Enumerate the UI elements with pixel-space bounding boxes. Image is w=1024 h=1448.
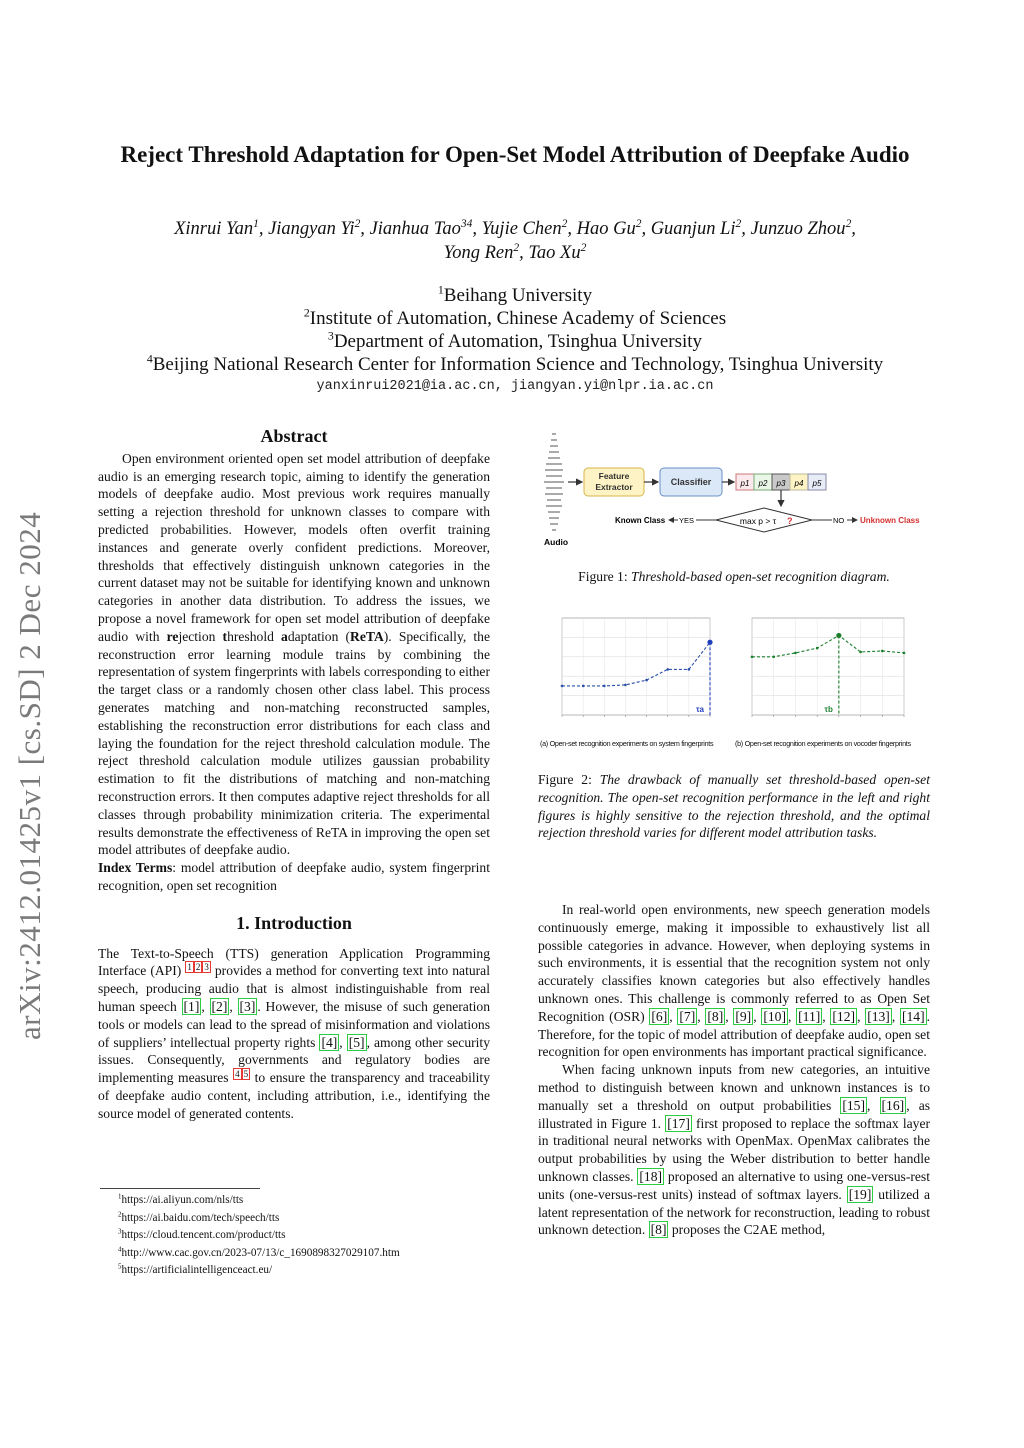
body-paragraph: When facing unknown inputs from new categories, an intuitive method to distinguish between known and unknown instances is to manually set a threshold on output probabilities [15] , [16] , as illustrated in Figure 1. [17] first proposed to replace the softmax layer in traditional neural networks with OpenMax. OpenMax calibrates the output probabilities by using the Weber distribution to better handle unknown classes. [18] proposed an alternative to using one-versus-rest units (one-versus-rest units) instead of softmax layers. [19] utilized a latent representation of the network for reconstruction, leading to robust unknown detection. [8] proposes the C2AE method, bbox=[538, 1062, 931, 1238]
citation-link[interactable]: [11] bbox=[798, 1008, 821, 1024]
abstract-text: Open environment oriented open set model attribution of deepfake audio is an emerging research topic, aiming to identify the generation models of deepfake audio. Most previous work requires manually setting a rejection threshold for unknown classes to compare with predicted probabilities. However, models often overfit training instances and generate overly confident predictions. Moreover, thresholds that effectively distinguish unknown categories in the current dataset may not be suitable for identifying known and unknown categories in another data distribution. To address the issues, we propose a novel framework for open set model attribution of deepfake audio with rejection threshold adaptation (ReTA). Specifically, the reconstruction error learning module trains by combining the representation of system fingerprints with labels corresponding to either the target class or a randomly chosen other class label. This process generates matching and non-matching reconstructed samples, establishing the reconstruction error distributions for each class and laying the foundation for the reject threshold calculation module. The reject threshold calculation module utilizes gaussian probability estimation to fit the distributions of matching and non-matching reconstruction errors. It then computes adaptive reject thresholds for all classes through probability minimization criteria. The experimental results demonstrate the effectiveness of ReTA in improving the open set model attributes of deepfake audio. bbox=[98, 450, 490, 858]
citation-link[interactable]: [13] bbox=[867, 1008, 890, 1024]
intro-heading: 1. Introduction bbox=[236, 912, 352, 933]
audio-waveform-icon bbox=[544, 434, 564, 530]
right-column bbox=[538, 901, 930, 1239]
citation-link[interactable]: [18] bbox=[639, 1168, 663, 1184]
citation-link[interactable]: [12] bbox=[832, 1008, 856, 1024]
author: Jiangyan Yi$^2$, bbox=[268, 217, 370, 239]
classifier-label: Classifier bbox=[670, 477, 712, 487]
prob-label: p3 bbox=[776, 479, 786, 488]
prob-label: p2 bbox=[758, 479, 768, 488]
citation-link[interactable]: [14] bbox=[901, 1008, 925, 1024]
feature-extractor-label: Feature bbox=[598, 471, 630, 481]
figure-1-caption: Figure 1: Threshold-based open-set recognition diagram. bbox=[578, 569, 890, 584]
yes-label: YES bbox=[679, 516, 695, 525]
arxiv-identifier: arXiv:2412.01425v1 [cs.SD] 2 Dec 2024 bbox=[12, 511, 47, 1040]
citation-link[interactable]: [19] bbox=[848, 1186, 872, 1202]
data-point bbox=[859, 651, 862, 654]
citation-link[interactable]: [7] bbox=[679, 1008, 696, 1024]
data-point bbox=[903, 652, 906, 655]
plot-frame bbox=[562, 618, 710, 715]
abstract-heading: Abstract bbox=[260, 426, 328, 446]
figure-2a-subcaption: (a) Open-set recognition experiments on system fingerprints bbox=[540, 739, 714, 748]
citation-link[interactable]: [2] bbox=[211, 998, 228, 1014]
author: Xinrui Yan$^1$, bbox=[174, 217, 269, 239]
decision-question: ? bbox=[787, 516, 793, 526]
author: Yujie Chen$^2$, bbox=[481, 217, 577, 239]
author: Hao Gu$^2$, bbox=[576, 217, 651, 239]
data-point bbox=[645, 679, 648, 682]
prob-label: p1 bbox=[740, 479, 750, 488]
affiliation: $^1$Beihang University bbox=[437, 283, 593, 306]
author-emails: yanxinrui2021@ia.ac.cn, jiangyan.yi@nlpr.ia.ac.cn bbox=[316, 379, 714, 394]
author: Junzuo Zhou$^2$, bbox=[750, 217, 856, 239]
data-point bbox=[794, 652, 797, 655]
citation-link[interactable]: [4] bbox=[321, 1034, 338, 1050]
author-list bbox=[100, 217, 930, 265]
citation-link[interactable]: [9] bbox=[735, 1008, 752, 1024]
author: Guanjun Li$^2$, bbox=[650, 217, 751, 239]
footnote: $^3$https://cloud.tencent.com/product/tts bbox=[118, 1227, 286, 1242]
data-point bbox=[816, 647, 819, 650]
author: Yong Ren$^2$, bbox=[443, 241, 529, 263]
author: Tao Xu$^2$ bbox=[528, 241, 587, 263]
audio-label: Audio bbox=[544, 537, 569, 547]
left-column bbox=[98, 428, 490, 1122]
citation-link[interactable]: [3] bbox=[239, 998, 256, 1014]
data-point bbox=[603, 685, 606, 688]
data-point bbox=[624, 684, 627, 687]
footnote-link[interactable]: 2 bbox=[195, 961, 201, 972]
footnote: $^2$https://ai.baidu.com/tech/speech/tts bbox=[118, 1209, 280, 1224]
footnote: $^1$https://ai.aliyun.com/nls/tts bbox=[118, 1192, 244, 1206]
series-line bbox=[562, 642, 710, 686]
figure-2-caption: Figure 2: The drawback of manually set threshold-based open-set recognition. The open-set recognition performance in the left and right figures is highly sensitive to the rejection threshold, and the optimal rejection threshold varies for different model attribution tasks. bbox=[538, 772, 930, 841]
prob-label: p4 bbox=[794, 479, 804, 488]
citation-link[interactable]: [5] bbox=[348, 1034, 365, 1050]
threshold-label: τb bbox=[824, 705, 833, 714]
intro-paragraph: The Text-to-Speech (TTS) generation Application Programming Interface (API) $^1$ $^2$ $^3$ provides a method for converting text into natural speech, producing audio that is almost indistinguishable from real human speech [1] , [2] , [3] . However, the misuse of such generation tools or models can lead to the spread of misinformation and violations of suppliers’ intellectual property rights [4] , [5] , among other security issues. Consequently, governments and regulatory bodies are implementing measures $^4$ $^5$ to ensure the transparency and traceability of deepfake audio content, including attribution, i.e., identifying the source model of generated contents. bbox=[98, 945, 490, 1121]
data-point bbox=[881, 650, 884, 653]
figure-2b-chart bbox=[738, 612, 910, 727]
footnote-link[interactable]: 5 bbox=[243, 1068, 249, 1079]
footnote: $^4$http://www.cac.gov.cn/2023-07/13/c_1690898327029107.htm bbox=[118, 1245, 400, 1259]
citation-link[interactable]: [16] bbox=[881, 1097, 905, 1113]
author: Jianhua Tao$^{34}$, bbox=[369, 217, 482, 239]
citation-link[interactable]: [15] bbox=[842, 1097, 866, 1113]
footnote-link[interactable]: 3 bbox=[204, 961, 209, 972]
citation-link[interactable]: [1] bbox=[183, 998, 200, 1014]
footnote-link[interactable]: 4 bbox=[235, 1068, 240, 1079]
data-point bbox=[751, 656, 754, 659]
feature-extractor-label: Extractor bbox=[595, 482, 633, 492]
citation-link[interactable]: [17] bbox=[667, 1115, 690, 1131]
decision-label: max p > τ bbox=[739, 516, 777, 526]
data-point bbox=[688, 668, 691, 671]
threshold-label: τa bbox=[695, 705, 704, 714]
figure-2b-subcaption: (b) Open-set recognition experiments on vocoder fingerprints bbox=[735, 739, 911, 748]
figure-2a-chart bbox=[548, 612, 716, 727]
footnote-rule bbox=[100, 1188, 260, 1189]
citation-link[interactable]: [8] bbox=[650, 1222, 667, 1238]
affiliation: $^4$Beijing National Research Center for Information Science and Technology, Tsinghua University bbox=[146, 352, 884, 375]
series-line bbox=[752, 635, 904, 656]
affiliation: $^3$Department of Automation, Tsinghua University bbox=[327, 329, 703, 352]
citation-link[interactable]: [6] bbox=[651, 1008, 668, 1024]
citation-link[interactable]: [8] bbox=[707, 1008, 724, 1024]
footnote: $^5$https://artificialintelligenceact.eu/ bbox=[118, 1262, 273, 1277]
affiliation: $^2$Institute of Automation, Chinese Academy of Sciences bbox=[303, 306, 727, 329]
plot-frame bbox=[752, 618, 904, 715]
data-point bbox=[582, 685, 585, 688]
footnote-link[interactable]: 1 bbox=[187, 961, 192, 972]
index-terms: Index Terms: model attribution of deepfake audio, system fingerprint recognition, open set recognition bbox=[98, 860, 490, 893]
probability-vector bbox=[736, 474, 826, 490]
known-class-label: Known Class bbox=[615, 516, 666, 525]
data-point bbox=[561, 685, 564, 688]
body-paragraph: In real-world open environments, new speech generation models continuously emerge, making it impossible to exhaustively list all possible categories in advance. However, when deploying systems in such environments, it is essential that the recognition system not only accurately classifies known categories but also effectively handles unknown ones. This challenge is commonly referred to as Open Set Recognition (OSR) [6] , [7] , [8] , [9] , [10] , [11] , [12] , [13] , [14] . Therefore, for the topic of model attribution of deepfake audio, open set recognition for open environments has important practical significance. bbox=[538, 902, 931, 1060]
data-point bbox=[772, 656, 775, 659]
no-label: NO bbox=[833, 516, 845, 525]
citation-link[interactable]: [10] bbox=[763, 1008, 786, 1024]
prob-label: p5 bbox=[812, 479, 822, 488]
figure-1-diagram bbox=[538, 428, 938, 553]
unknown-class-label: Unknown Class bbox=[860, 516, 920, 525]
paper-title: Reject Threshold Adaptation for Open-Set Model Attribution of Deepfake Audio bbox=[120, 142, 910, 167]
footnotes bbox=[100, 1192, 490, 1280]
data-point bbox=[666, 668, 669, 671]
